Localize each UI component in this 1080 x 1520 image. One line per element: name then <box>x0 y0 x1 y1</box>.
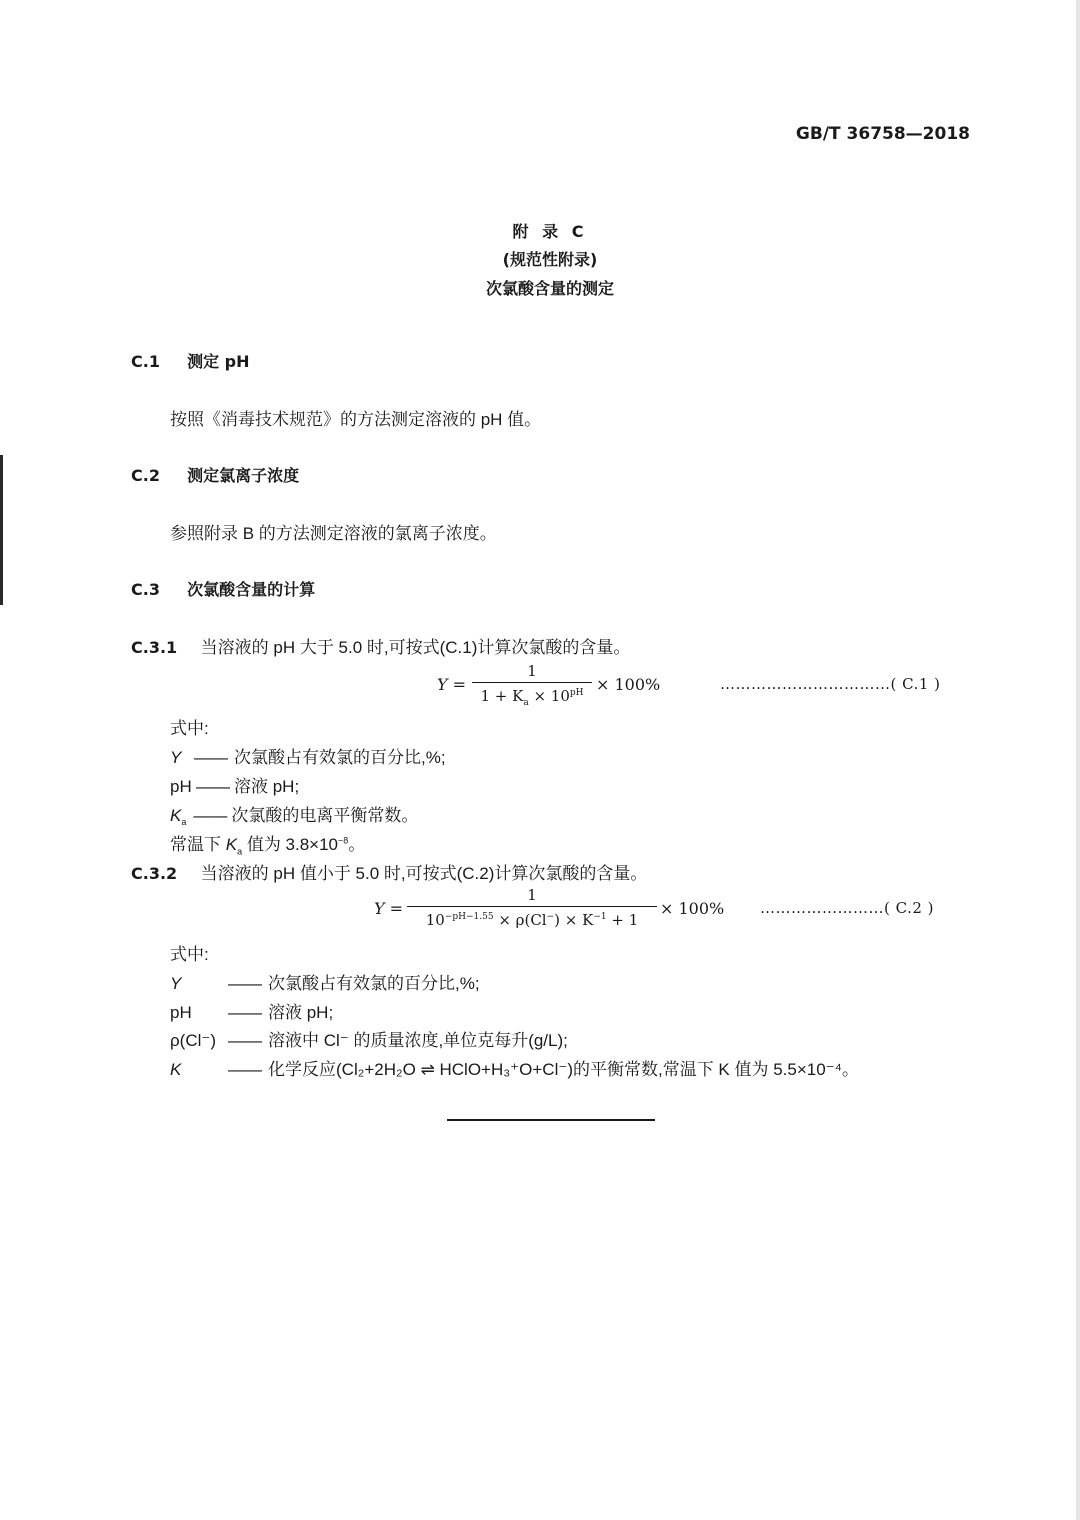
definition-symbol: K <box>170 806 182 825</box>
formula-tail: × 100% <box>660 899 725 918</box>
definition-symbol-sub: a <box>181 817 187 828</box>
definition-desc: 次氯酸占有效氯的百分比,%; <box>268 974 480 993</box>
ka-note: 常温下 $K_a$ 值为 $3.8\times 10^{-8}$。 <box>170 835 366 857</box>
scan-edge-shadow <box>0 455 3 605</box>
appendix-title: 附 录 C <box>512 222 588 241</box>
section-number: C.3 <box>131 580 160 599</box>
appendix-heading: 次氯酸含量的测定 <box>485 279 614 298</box>
definition-row <box>170 1055 859 1080</box>
end-rule <box>447 1119 655 1121</box>
definition-desc: 次氯酸占有效氯的百分比,%; <box>234 748 446 767</box>
definition-dash: —— <box>193 806 228 825</box>
definition-desc: 化学反应(Cl₂+2H₂O ⇌ HClO+H₃⁺O+Cl⁻)的平衡常数,常温下 K 值为 5.5×10⁻⁴。 <box>268 1060 859 1079</box>
formula-denominator: $10^{-pH-1.55} \times \rho(Cl^-) \times K^{-1} + 1$ <box>425 911 639 929</box>
formula-denominator: $1 + K_a \times 10^{pH}$ <box>480 687 584 708</box>
definition-symbol: K <box>170 1060 182 1079</box>
where-label: 式中: <box>170 719 209 738</box>
definition-row <box>170 772 299 797</box>
definition-row <box>170 998 333 1023</box>
definition-desc: 溶液 pH; <box>234 777 300 796</box>
definition-symbol: pH <box>170 1003 192 1022</box>
appendix-subtitle: (规范性附录) <box>502 250 598 269</box>
subsection-c31 <box>131 633 630 658</box>
definition-row <box>170 1026 568 1051</box>
equation-number: ……………………( C.2 ) <box>760 899 934 917</box>
formula-numerator: 1 <box>527 886 537 904</box>
definition-desc: 溶液 pH; <box>268 1003 334 1022</box>
formula-tail: × 100% <box>596 675 661 694</box>
definition-row <box>170 743 446 768</box>
formula-fraction <box>407 886 657 929</box>
formula-numerator: 1 <box>527 662 537 680</box>
fraction-bar <box>407 906 657 907</box>
definition-dash: —— <box>228 1060 262 1079</box>
definition-dash: —— <box>228 974 262 993</box>
definition-row <box>170 969 480 994</box>
subsection-number: C.3.2 <box>131 864 178 883</box>
definition-dash: —— <box>196 777 230 796</box>
definition-dash: —— <box>228 1031 262 1050</box>
section-title: 测定氯离子浓度 <box>187 466 300 485</box>
definition-symbol: Y <box>170 748 182 767</box>
definition-desc: 溶液中 Cl⁻ 的质量浓度,单位克每升(g/L); <box>268 1031 568 1050</box>
equation-number: ……………………………( C.1 ) <box>720 675 941 693</box>
standard-number: GB/T 36758—2018 <box>795 124 970 144</box>
section-c3-heading <box>131 577 315 600</box>
definition-dash: —— <box>228 1003 262 1022</box>
fraction-bar <box>472 682 592 683</box>
subsection-c32 <box>131 859 647 884</box>
section-c2-heading <box>131 463 299 486</box>
subsection-text: 当溶液的 pH 大于 5.0 时,可按式(C.1)计算次氯酸的含量。 <box>200 638 631 657</box>
definition-symbol: pH <box>170 777 192 796</box>
definition-row <box>170 801 418 827</box>
definition-desc: 次氯酸的电离平衡常数。 <box>231 806 419 825</box>
formula-lhs: Y = <box>374 899 404 918</box>
section-c2-body: 参照附录 B 的方法测定溶液的氯离子浓度。 <box>170 524 497 543</box>
formula-fraction <box>472 662 592 712</box>
section-c1-body: 按照《消毒技术规范》的方法测定溶液的 pH 值。 <box>170 410 542 429</box>
definition-symbol: ρ(Cl⁻) <box>170 1031 217 1050</box>
definition-symbol: Y <box>170 974 182 993</box>
section-title: 次氯酸含量的计算 <box>187 580 316 599</box>
where-label: 式中: <box>170 945 209 964</box>
section-title: 测定 pH <box>187 352 250 371</box>
formula-lhs: Y = <box>437 675 467 694</box>
section-number: C.1 <box>131 352 160 371</box>
section-number: C.2 <box>131 466 160 485</box>
subsection-number: C.3.1 <box>131 638 178 657</box>
section-c1-heading <box>131 349 250 372</box>
subsection-text: 当溶液的 pH 值小于 5.0 时,可按式(C.2)计算次氯酸的含量。 <box>200 864 648 883</box>
definition-dash: —— <box>194 748 228 767</box>
